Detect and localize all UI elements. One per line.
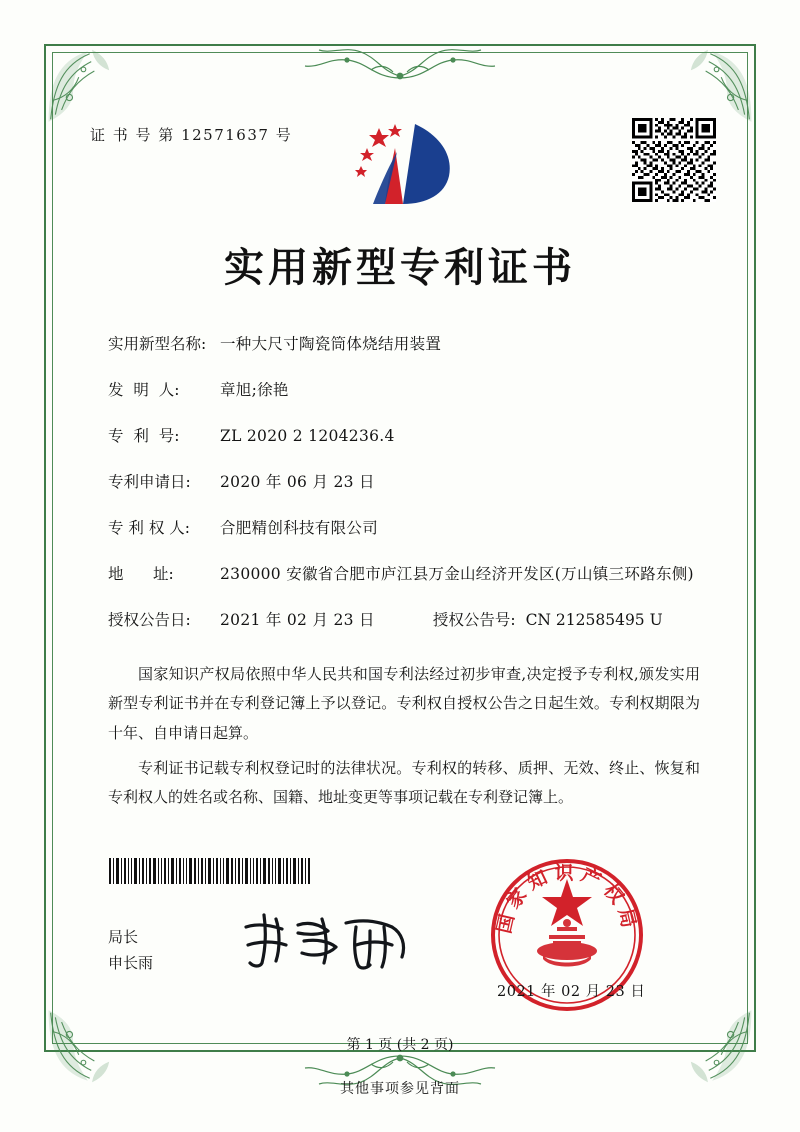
field-value: 一种大尺寸陶瓷筒体烧结用装置	[220, 335, 442, 353]
field-row-patent-number	[108, 424, 708, 448]
field-value: ZL 2020 2 1204236.4	[220, 427, 395, 446]
field-label: 实用新型名称:	[108, 335, 207, 353]
page-title: 实用新型专利证书	[224, 244, 576, 291]
director-title-label: 局长	[108, 928, 139, 946]
field-label: 地 址:	[108, 565, 174, 584]
body-text	[108, 660, 700, 818]
seal-date: 2021 年 02 月 23 日	[497, 984, 646, 1000]
field-value: 2021 年 02 月 23 日	[220, 611, 375, 630]
top-center-ornament	[275, 36, 525, 82]
field-row-inventor	[108, 378, 708, 402]
field-value: 合肥精创科技有限公司	[220, 519, 379, 538]
field-value: 章旭;徐艳	[220, 381, 289, 400]
field-value: 230000 安徽省合肥市庐江县万金山经济开发区(万山镇三环路东侧)	[220, 565, 694, 584]
barcode	[108, 858, 310, 884]
field-label: 专 利 权 人:	[108, 519, 191, 538]
field-row-patentee	[108, 516, 708, 540]
svg-text:国家知识产权局: 国家知识产权局	[493, 862, 641, 936]
field-value: 2020 年 06 月 23 日	[220, 473, 375, 492]
field-list	[108, 332, 708, 654]
field-row-application-date	[108, 470, 708, 494]
field-value-secondary: CN 212585495 U	[525, 611, 663, 630]
handwritten-signature	[236, 905, 416, 975]
footer-note: 其他事项参见背面	[340, 1081, 460, 1097]
director-name-label: 申长雨	[108, 953, 154, 972]
signature-labels	[108, 925, 153, 976]
certificate-number: 证 书 号 第 12571637 号	[90, 126, 293, 144]
page-number: 第 1 页 (共 2 页)	[346, 1037, 454, 1053]
field-row-utility-model-name	[108, 332, 708, 356]
field-label: 发 明 人:	[108, 381, 180, 400]
field-label: 授权公告日:	[108, 611, 191, 630]
qr-code	[632, 118, 716, 202]
field-row-grant-announcement	[108, 608, 708, 632]
cnipa-logo-icon	[345, 108, 465, 220]
field-label: 专利申请日:	[108, 473, 191, 492]
field-label: 专 利 号:	[108, 427, 180, 446]
field-label-secondary: 授权公告号:	[432, 611, 516, 630]
paragraph-1: 国家知识产权局依照中华人民共和国专利法经过初步审查,决定授予专利权,颁发实用新型专利证书并在专利登记簿上予以登记。专利权自授权公告之日起生效。专利权期限为十年、自申请日起算。	[108, 665, 700, 742]
field-row-address	[108, 562, 708, 586]
corner-ornament-top-right	[676, 46, 754, 124]
paragraph-2: 专利证书记载专利权登记时的法律状况。专利权的转移、质押、无效、终止、恢复和专利权人的姓名或名称、国籍、地址变更等事项记载在专利登记簿上。	[108, 758, 700, 806]
corner-ornament-top-left	[46, 46, 124, 124]
